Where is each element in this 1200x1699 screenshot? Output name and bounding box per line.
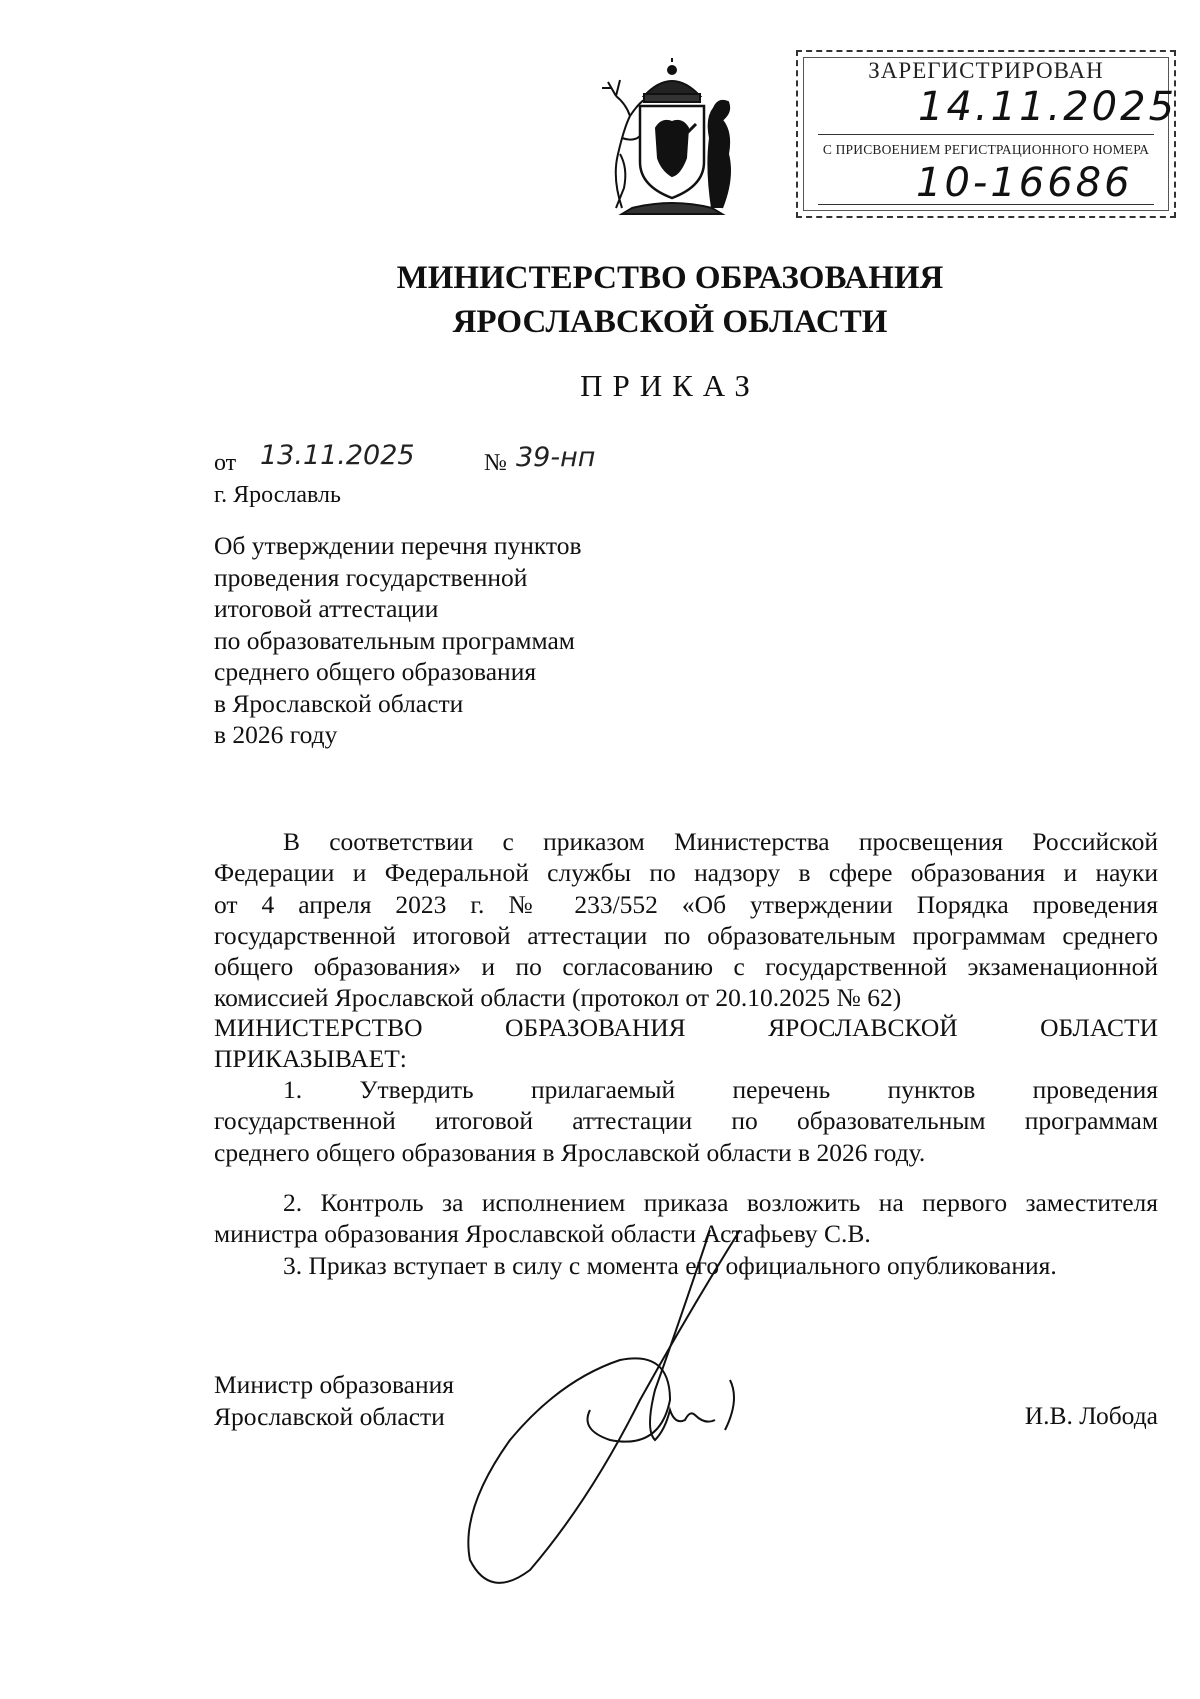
stamp-registration-number: 10-16686 [916, 160, 1133, 206]
body-line: 3. Приказ вступает в силу с момента его официального опубликования. [283, 1251, 1057, 1280]
stamp-date: 14.11.2025 [918, 84, 1178, 130]
body-line: от 4 апреля 2023 г. № 233/552 «Об утверждении Порядка проведения [214, 889, 1158, 919]
subject-line: среднего общего образования [214, 657, 537, 686]
signatory-title-line: Ярославской области [214, 1402, 445, 1431]
city: г. Ярославль [214, 482, 341, 508]
signatory-name: И.В. Лобода [1024, 1401, 1158, 1430]
body-line: Федерации и Федеральной службы по надзору в сфере образования и науки [214, 858, 1158, 888]
body-line: 1. Утвердить прилагаемый перечень пунктов проведения [283, 1075, 1158, 1104]
body-line: государственной итоговой аттестации по образовательным программам [214, 1106, 1158, 1136]
body-line: комиссией Ярославской области (протокол от 20.10.2025 № 62) [214, 983, 902, 1013]
body-line: министра образования Ярославской области Астафьеву С.В. [214, 1219, 871, 1249]
body-line: МИНИСТЕРСТВО ОБРАЗОВАНИЯ ЯРОСЛАВСКОЙ ОБЛАСТИ [214, 1013, 1158, 1042]
subject-line: Об утверждении перечня пунктов [214, 531, 582, 560]
signatory-title [214, 1369, 454, 1433]
stamp-underline [818, 204, 1154, 205]
body-line: среднего общего образования в Ярославской области в 2026 году. [214, 1137, 926, 1167]
preamble-paragraph [214, 826, 1158, 1014]
subject-line: в Ярославской области [214, 688, 464, 718]
order-number: 39-нп [516, 442, 596, 473]
registration-stamp [796, 50, 1176, 218]
order-subject [214, 530, 582, 751]
subject-line: в 2026 году [214, 720, 338, 749]
subject-line: проведения государственной [214, 562, 528, 592]
body-line: государственной итоговой аттестации по образовательным программам среднего [214, 920, 1158, 950]
body-line: В соответствии с приказом Министерства просвещения Российской [283, 827, 1158, 856]
document-type-title: ПРИКАЗ [580, 368, 760, 403]
subject-line: итоговой аттестации [214, 594, 439, 623]
ministry-heading-line: ЯРОСЛАВСКОЙ ОБЛАСТИ [452, 304, 888, 340]
body-line: общего образования» и по согласованию с государственной экзаменационной [214, 952, 1158, 982]
order-item-1 [214, 1074, 1158, 1168]
stamp-underline [818, 134, 1154, 135]
ministry-heading [0, 256, 1200, 344]
number-label: № [484, 450, 507, 476]
orders-clause [214, 1012, 1158, 1075]
subject-line: по образовательным программам [214, 625, 575, 655]
date-label: от [214, 450, 237, 476]
stamp-subtitle: С ПРИСВОЕНИЕМ РЕГИСТРАЦИОННОГО НОМЕРА [822, 142, 1150, 157]
handwritten-signature [440, 1230, 860, 1590]
body-line: ПРИКАЗЫВАЕТ: [214, 1044, 407, 1074]
coat-of-arms-emblem [582, 58, 762, 216]
stamp-title: ЗАРЕГИСТРИРОВАН [868, 58, 1104, 83]
order-date: 13.11.2025 [260, 440, 415, 471]
ministry-heading-line: МИНИСТЕРСТВО ОБРАЗОВАНИЯ [396, 260, 944, 296]
body-line: 2. Контроль за исполнением приказа возложить на первого заместителя [283, 1188, 1158, 1217]
signatory-title-line: Министр образования [214, 1370, 455, 1399]
